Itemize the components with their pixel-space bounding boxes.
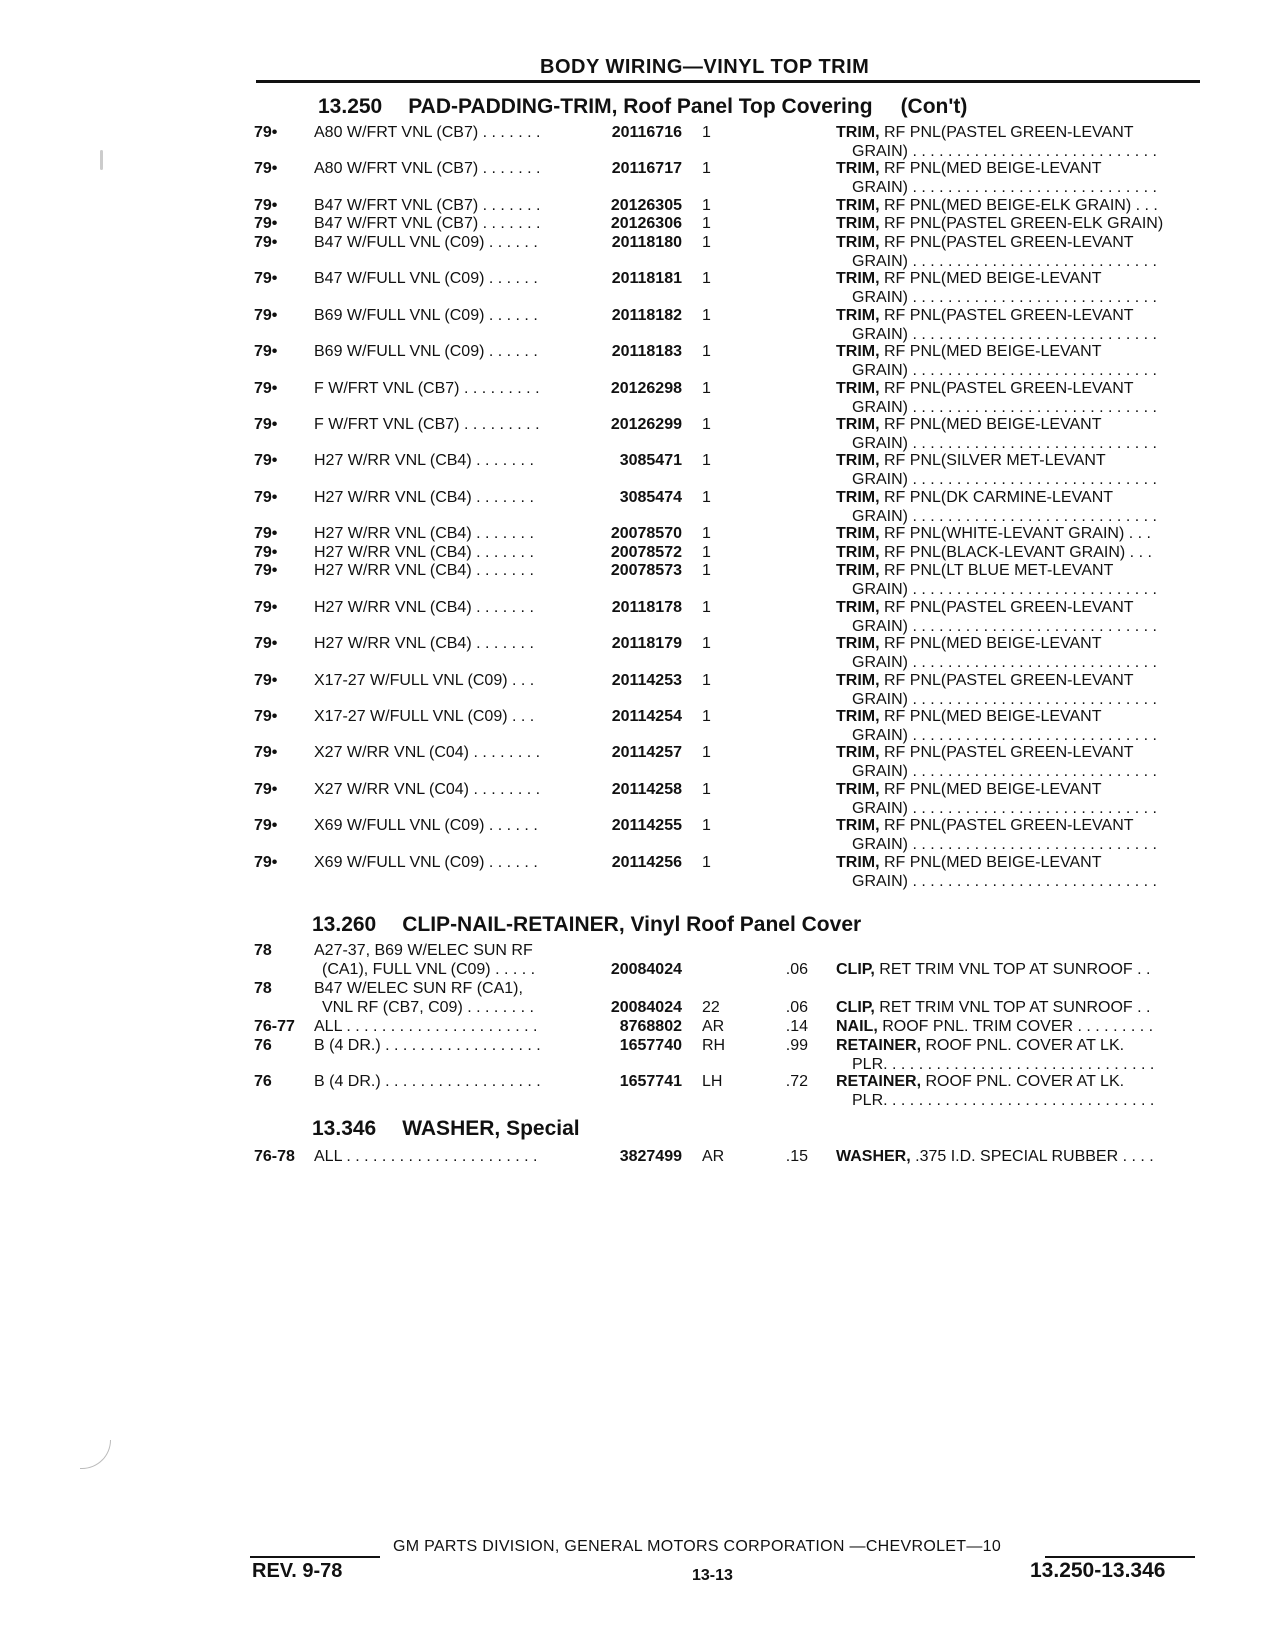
section-title-13-346 [312,1117,580,1141]
description [836,380,1206,398]
application: A27-37, B69 W/ELEC SUN RF [314,942,533,959]
description [836,215,1206,233]
part-number: 20114253 [611,671,682,689]
part-number: 20084024 [610,961,682,978]
quantity: 1 [702,215,711,233]
description-text: RF PNL(BLACK-LEVANT GRAIN) . . . [879,543,1152,561]
part-number: 8768802 [619,1018,682,1035]
part-number: 20126306 [610,215,682,233]
application: X17-27 W/FULL VNL (C09) . . . [314,708,535,725]
application: B69 W/FULL VNL (C09) . . . . . . [314,306,538,324]
description-keyword: TRIM, [836,853,880,871]
description-continued: GRAIN) . . . . . . . . . . . . . . . . . . . . . . . . . . . . [852,581,1157,599]
description-keyword: TRIM, [836,671,880,689]
description-keyword: TRIM, [836,817,880,835]
ref-number: 79• [254,196,278,214]
description [836,124,1206,142]
description-keyword: TRIM, [836,635,880,653]
description [836,270,1206,288]
section-title-13-260 [312,913,861,937]
description [836,817,1206,835]
section-suffix: (Con't) [900,95,968,118]
table-row [0,1073,1280,1111]
quantity: 1 [702,671,711,689]
table-row [0,416,1280,454]
table-row [0,270,1280,308]
ref-number: 76-78 [254,1148,295,1165]
description-text: RF PNL(PASTEL GREEN-LEVANT [879,124,1134,141]
unit-price: .72 [785,1072,808,1090]
description [836,160,1206,178]
description-continued: GRAIN) . . . . . . . . . . . . . . . . . . . . . . . . . . . . [852,362,1157,380]
description-continued: GRAIN) . . . . . . . . . . . . . . . . . . . . . . . . . . . . [852,435,1157,452]
footer-corporation: GM PARTS DIVISION, GENERAL MOTORS CORPORATION —CHEVROLET—10 [393,1538,1002,1555]
footer-range: 13.250-13.346 [1030,1559,1166,1582]
quantity: 1 [702,780,711,798]
table-row [0,854,1280,892]
section-number: 13.250 [318,95,383,118]
section-number: 13.260 [312,913,377,936]
table-row [0,489,1280,527]
description-text: RF PNL(PASTEL GREEN-LEVANT [879,234,1134,251]
description-keyword: TRIM, [836,452,880,470]
part-number: 3085474 [619,488,682,506]
ref-number: 79• [254,452,278,470]
description-keyword: RETAINER, [836,1072,922,1090]
description-text: RF PNL(SILVER MET-LEVANT [879,452,1106,470]
ref-number: 79• [254,562,278,580]
application: H27 W/RR VNL (CB4) . . . . . . . [314,525,534,543]
application: B47 W/FULL VNL (C09) . . . . . . [314,270,538,288]
description-keyword: TRIM, [836,488,880,506]
footer-rule-right [1045,1556,1195,1558]
description-keyword: TRIM, [836,306,880,324]
application: X17-27 W/FULL VNL (C09) . . . [314,671,535,689]
description [836,489,1206,507]
quantity: 1 [702,306,711,324]
description-keyword: TRIM, [836,270,880,288]
description-continued: GRAIN) . . . . . . . . . . . . . . . . . . . . . . . . . . . . [852,727,1157,744]
unit-price: .99 [785,1036,808,1054]
description-continued: GRAIN) . . . . . . . . . . . . . . . . . . . . . . . . . . . . [852,872,1157,890]
ref-number: 79• [254,744,278,762]
description-text: RF PNL(MED BEIGE-LEVANT [879,780,1102,798]
description-continued: GRAIN) . . . . . . . . . . . . . . . . . . . . . . . . . . . . [852,617,1157,635]
description-keyword: CLIP, [836,999,875,1016]
description-continued: GRAIN) . . . . . . . . . . . . . . . . . . . . . . . . . . . . [852,325,1157,343]
application: X27 W/RR VNL (C04) . . . . . . . . [314,780,541,798]
quantity: 1 [702,562,711,580]
application: X27 W/RR VNL (C04) . . . . . . . . [314,744,541,762]
description-continued: GRAIN) . . . . . . . . . . . . . . . . . . . . . . . . . . . . [852,471,1157,489]
description [836,562,1206,580]
description-continued: PLR. . . . . . . . . . . . . . . . . . . . . . . . . . . . . . . [852,1091,1155,1109]
description-text: RF PNL(PASTEL GREEN-ELK GRAIN) [879,215,1164,233]
quantity: 1 [702,635,711,653]
quantity: 1 [702,416,711,433]
application: H27 W/RR VNL (CB4) . . . . . . . [314,635,534,653]
quantity: 1 [702,525,711,543]
application: F W/FRT VNL (CB7) . . . . . . . . . [314,379,540,397]
description-text: RET TRIM VNL TOP AT SUNROOF . . [874,999,1151,1016]
description-keyword: TRIM, [836,708,880,725]
quantity: 1 [702,488,711,506]
description [836,744,1206,762]
page-header-title: BODY WIRING—VINYL TOP TRIM [540,56,870,78]
description-keyword: TRIM, [836,379,880,397]
description-text: RF PNL(PASTEL GREEN-LEVANT [879,379,1134,397]
part-number: 20126305 [610,196,682,214]
description-continued: GRAIN) . . . . . . . . . . . . . . . . . . . . . . . . . . . . [852,289,1157,307]
description-continued: GRAIN) . . . . . . . . . . . . . . . . . . . . . . . . . . . . [852,253,1157,270]
description-text: RF PNL(MED BEIGE-LEVANT [879,416,1102,433]
part-number: 20116717 [611,160,682,178]
description-text: ROOF PNL. TRIM COVER . . . . . . . . . [877,1018,1154,1035]
ref-number: 76 [254,1072,272,1090]
table-row [0,708,1280,746]
quantity: 1 [702,543,711,561]
part-number: 20126299 [610,416,682,433]
table-row [0,635,1280,673]
quantity: 1 [702,708,711,725]
quantity: AR [702,1018,725,1035]
application-continued: VNL RF (CB7, C09) . . . . . . . . [322,999,534,1016]
description-text: RF PNL(PASTEL GREEN-LEVANT [879,744,1134,762]
description [836,781,1206,799]
part-number: 20114257 [611,744,682,762]
ref-number: 78 [254,980,272,997]
section-title-13-250 [318,95,967,119]
part-number: 3827499 [619,1148,682,1165]
application: H27 W/RR VNL (CB4) . . . . . . . [314,562,534,580]
description-text: RF PNL(WHITE-LEVANT GRAIN) . . . [879,525,1151,543]
header-rule [256,80,1200,83]
description-continued: GRAIN) . . . . . . . . . . . . . . . . . . . . . . . . . . . . [852,143,1157,160]
description-text: RF PNL(MED BEIGE-LEVANT [879,853,1102,871]
description-continued: GRAIN) . . . . . . . . . . . . . . . . . . . . . . . . . . . . [852,179,1157,197]
description-keyword: TRIM, [836,234,880,251]
description-continued: GRAIN) . . . . . . . . . . . . . . . . . . . . . . . . . . . . [852,836,1157,854]
application: H27 W/RR VNL (CB4) . . . . . . . [314,543,534,561]
part-number: 20118182 [611,306,682,324]
ref-number: 79• [254,488,278,506]
table-row [0,817,1280,855]
quantity: AR [702,1148,725,1165]
ref-number: 79• [254,853,278,871]
description [836,343,1206,361]
table-row [0,1037,1280,1075]
description [836,1148,1206,1166]
description-keyword: CLIP, [836,961,875,978]
description-keyword: TRIM, [836,343,880,361]
description [836,1037,1206,1055]
description-keyword: TRIM, [836,215,880,233]
description-continued: GRAIN) . . . . . . . . . . . . . . . . . . . . . . . . . . . . [852,654,1157,672]
description-keyword: RETAINER, [836,1036,922,1054]
section-name: WASHER, Special [402,1117,580,1140]
description [836,599,1206,617]
part-number: 3085471 [619,452,682,470]
table-row [0,980,1280,1018]
description-text: RF PNL(PASTEL GREEN-LEVANT [879,306,1134,324]
ref-number: 79• [254,234,278,251]
ref-number: 76-77 [254,1018,295,1035]
ref-number: 79• [254,817,278,835]
description-text: ROOF PNL. COVER AT LK. [921,1072,1125,1090]
ref-number: 78 [254,942,272,959]
ref-number: 79• [254,124,278,141]
footer-rule-left [250,1556,380,1558]
ref-number: 79• [254,635,278,653]
unit-price: .14 [785,1018,808,1035]
footer-page-number: 13-13 [692,1567,733,1584]
description-keyword: NAIL, [836,1018,878,1035]
ref-number: 79• [254,343,278,361]
description-text: RF PNL(MED BEIGE-LEVANT [879,708,1102,725]
description [836,1073,1206,1091]
part-number: 20078572 [610,543,682,561]
table-row [0,160,1280,198]
quantity: 1 [702,196,711,214]
application: H27 W/RR VNL (CB4) . . . . . . . [314,598,534,616]
application: A80 W/FRT VNL (CB7) . . . . . . . [314,160,541,178]
ref-number: 79• [254,780,278,798]
application: ALL . . . . . . . . . . . . . . . . . . . . . . [314,1148,538,1165]
table-row [0,452,1280,490]
ref-number: 79• [254,215,278,233]
ref-number: 76 [254,1036,272,1054]
description [836,544,1206,562]
description-keyword: TRIM, [836,124,880,141]
part-number: 20118183 [611,343,682,361]
description-text: RF PNL(LT BLUE MET-LEVANT [879,562,1114,580]
description [836,672,1206,690]
section-name: PAD-PADDING-TRIM, Roof Panel Top Covering [408,95,873,118]
description-text: RF PNL(PASTEL GREEN-LEVANT [879,671,1134,689]
description-text: RF PNL(MED BEIGE-LEVANT [879,270,1102,288]
table-row [0,562,1280,600]
section-number: 13.346 [312,1117,377,1140]
table-row [0,234,1280,272]
description [836,708,1206,726]
quantity: 1 [702,160,711,178]
description-text: RF PNL(MED BEIGE-LEVANT [879,343,1102,361]
part-number: 20116716 [611,124,682,141]
description-keyword: TRIM, [836,744,880,762]
application: B47 W/FULL VNL (C09) . . . . . . [314,234,538,251]
quantity: 22 [702,999,720,1016]
application: B (4 DR.) . . . . . . . . . . . . . . . . . . [314,1072,541,1090]
table-row [0,124,1280,162]
description [836,854,1206,872]
application: B47 W/ELEC SUN RF (CA1), [314,980,523,997]
part-number: 20114254 [611,708,682,725]
description-continued: GRAIN) . . . . . . . . . . . . . . . . . . . . . . . . . . . . [852,690,1157,708]
description-text: RF PNL(MED BEIGE-LEVANT [879,160,1102,178]
part-number: 20118180 [611,234,682,251]
description [836,999,1206,1017]
application: B47 W/FRT VNL (CB7) . . . . . . . [314,215,541,233]
ref-number: 79• [254,379,278,397]
quantity: 1 [702,234,711,251]
application: F W/FRT VNL (CB7) . . . . . . . . . [314,416,540,433]
table-row [0,942,1280,980]
table-row [0,599,1280,637]
description-keyword: WASHER, [836,1148,911,1165]
description [836,452,1206,470]
ref-number: 79• [254,598,278,616]
table-row [0,307,1280,345]
quantity: 1 [702,853,711,871]
description-keyword: TRIM, [836,598,880,616]
description-continued: GRAIN) . . . . . . . . . . . . . . . . . . . . . . . . . . . . [852,507,1157,525]
section-name: CLIP-NAIL-RETAINER, Vinyl Roof Panel Cover [402,913,862,936]
quantity: 1 [702,598,711,616]
part-number: 20118178 [611,598,682,616]
part-number: 20126298 [610,379,682,397]
part-number: 20114255 [611,817,682,835]
description [836,961,1206,979]
quantity: 1 [702,270,711,288]
quantity: 1 [702,744,711,762]
application: H27 W/RR VNL (CB4) . . . . . . . [314,488,534,506]
description [836,1018,1206,1036]
part-number: 20078570 [610,525,682,543]
table-row [0,380,1280,418]
description-text: RF PNL(DK CARMINE-LEVANT [879,488,1114,506]
unit-price: .06 [785,999,808,1016]
description [836,635,1206,653]
application: X69 W/FULL VNL (C09) . . . . . . [314,853,538,871]
description [836,525,1206,543]
quantity: RH [702,1036,726,1054]
quantity: 1 [702,452,711,470]
quantity: 1 [702,124,711,141]
description [836,307,1206,325]
part-number: 1657740 [619,1036,682,1054]
description-continued: GRAIN) . . . . . . . . . . . . . . . . . . . . . . . . . . . . [852,799,1157,817]
part-number: 1657741 [619,1072,682,1090]
table-row [0,781,1280,819]
description [836,416,1206,434]
description-keyword: TRIM, [836,416,880,433]
description-continued: GRAIN) . . . . . . . . . . . . . . . . . . . . . . . . . . . . [852,763,1157,781]
quantity: 1 [702,343,711,361]
table-row [0,1148,1280,1186]
ref-number: 79• [254,671,278,689]
description-keyword: TRIM, [836,160,880,178]
description-keyword: TRIM, [836,543,880,561]
ref-number: 79• [254,270,278,288]
table-row [0,343,1280,381]
description-continued: PLR. . . . . . . . . . . . . . . . . . . . . . . . . . . . . . . [852,1055,1155,1073]
description-text: RET TRIM VNL TOP AT SUNROOF . . [874,961,1151,978]
application: X69 W/FULL VNL (C09) . . . . . . [314,817,538,835]
description-text: RF PNL(PASTEL GREEN-LEVANT [879,598,1134,616]
unit-price: .15 [785,1148,808,1165]
unit-price: .06 [785,961,808,978]
scan-mark [80,1440,111,1469]
ref-number: 79• [254,160,278,178]
description [836,234,1206,252]
description [836,197,1206,215]
application: ALL . . . . . . . . . . . . . . . . . . . . . . [314,1018,538,1035]
table-row [0,744,1280,782]
scan-mark [100,150,103,170]
application: B69 W/FULL VNL (C09) . . . . . . [314,343,538,361]
description-continued: GRAIN) . . . . . . . . . . . . . . . . . . . . . . . . . . . . [852,398,1157,416]
description-text: RF PNL(MED BEIGE-LEVANT [879,635,1102,653]
ref-number: 79• [254,525,278,543]
table-row [0,672,1280,710]
ref-number: 79• [254,708,278,725]
description-text: RF PNL(PASTEL GREEN-LEVANT [879,817,1134,835]
description-text: ROOF PNL. COVER AT LK. [921,1036,1125,1054]
footer-revision: REV. 9-78 [252,1560,343,1582]
part-number: 20118181 [611,270,682,288]
quantity: LH [702,1072,723,1090]
ref-number: 79• [254,543,278,561]
description-keyword: TRIM, [836,562,880,580]
application: A80 W/FRT VNL (CB7) . . . . . . . [314,124,541,141]
description-keyword: TRIM, [836,525,880,543]
application-continued: (CA1), FULL VNL (C09) . . . . . [322,961,536,978]
part-number: 20078573 [610,562,682,580]
ref-number: 79• [254,306,278,324]
application: B47 W/FRT VNL (CB7) . . . . . . . [314,196,541,214]
description-keyword: TRIM, [836,196,880,214]
application: H27 W/RR VNL (CB4) . . . . . . . [314,452,534,470]
part-number: 20114258 [611,780,682,798]
description-text: RF PNL(MED BEIGE-ELK GRAIN) . . . [879,196,1158,214]
part-number: 20114256 [611,853,682,871]
ref-number: 79• [254,416,278,433]
description-text: .375 I.D. SPECIAL RUBBER . . . . [910,1148,1154,1165]
quantity: 1 [702,817,711,835]
part-number: 20084024 [610,999,682,1016]
description-keyword: TRIM, [836,780,880,798]
part-number: 20118179 [611,635,682,653]
quantity: 1 [702,379,711,397]
application: B (4 DR.) . . . . . . . . . . . . . . . . . . [314,1036,541,1054]
